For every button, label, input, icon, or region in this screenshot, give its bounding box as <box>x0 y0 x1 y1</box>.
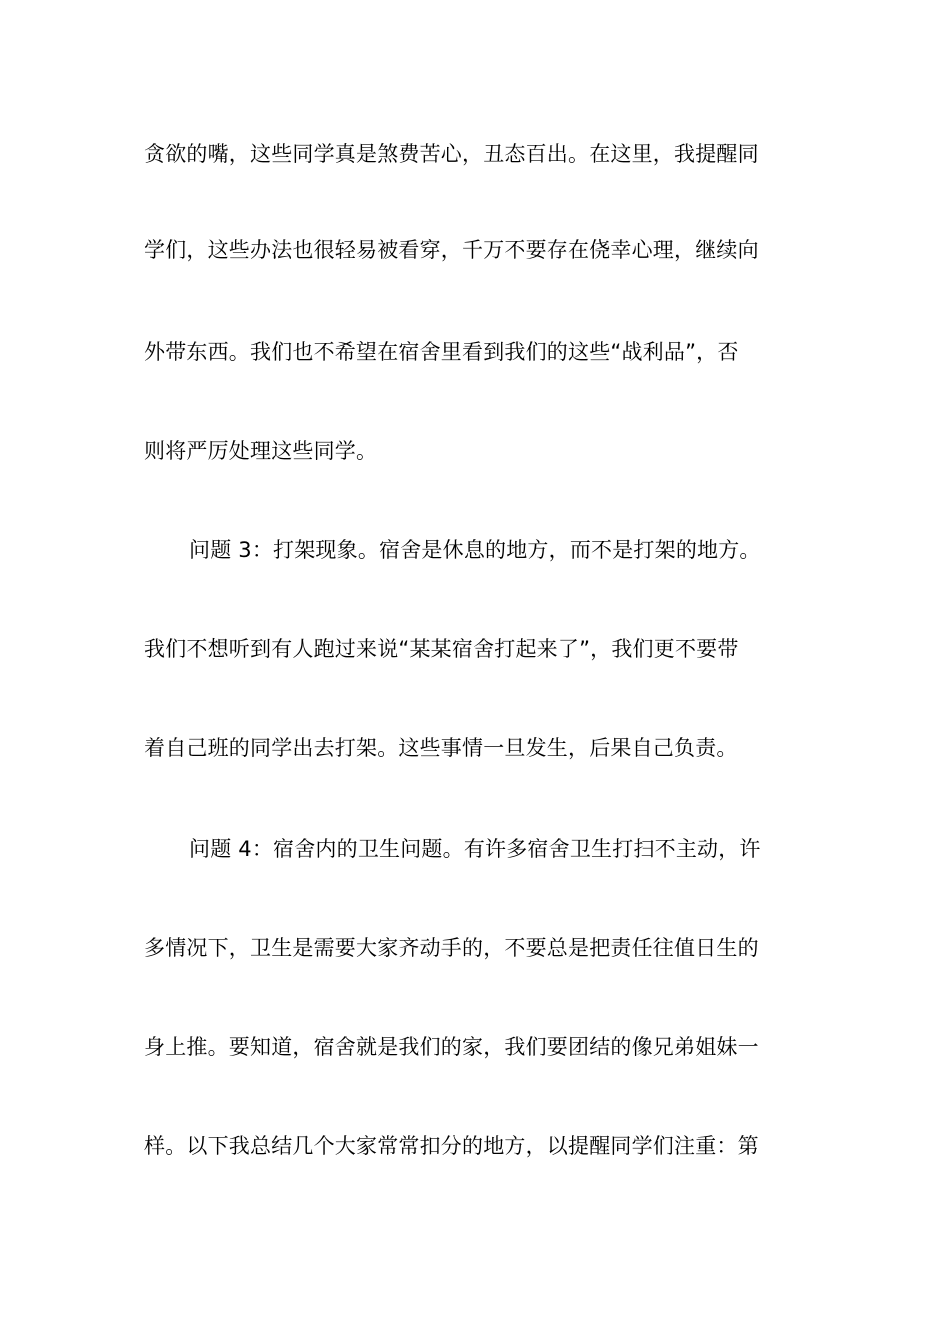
text-line: 学们，这些办法也很轻易被看穿，千万不要存在侥幸心理，继续向 <box>144 238 759 262</box>
text-line: 着自己班的同学出去打架。这些事情一旦发生，后果自己负责。 <box>144 736 738 760</box>
paragraph-start-line: 问题 3：打架现象。宿舍是休息的地方，而不是打架的地方。 <box>189 538 761 562</box>
text-line: 样。以下我总结几个大家常常扣分的地方，以提醒同学们注重：第 <box>144 1134 759 1158</box>
text-line: 则将严厉处理这些同学。 <box>144 439 378 463</box>
paragraph-start-line: 问题 4：宿舍内的卫生问题。有许多宿舍卫生打扫不主动，许 <box>189 837 761 861</box>
text-line: 贪欲的嘴，这些同学真是煞费苦心，丑态百出。在这里，我提醒同 <box>144 142 759 166</box>
text-line: 身上推。要知道，宿舍就是我们的家，我们要团结的像兄弟姐妹一 <box>144 1035 759 1059</box>
text-line: 外带东西。我们也不希望在宿舍里看到我们的这些“战利品”，否 <box>144 340 739 364</box>
text-line: 我们不想听到有人跑过来说“某某宿舍打起来了”，我们更不要带 <box>144 637 739 661</box>
text-line: 多情况下，卫生是需要大家齐动手的，不要总是把责任往值日生的 <box>144 936 759 960</box>
